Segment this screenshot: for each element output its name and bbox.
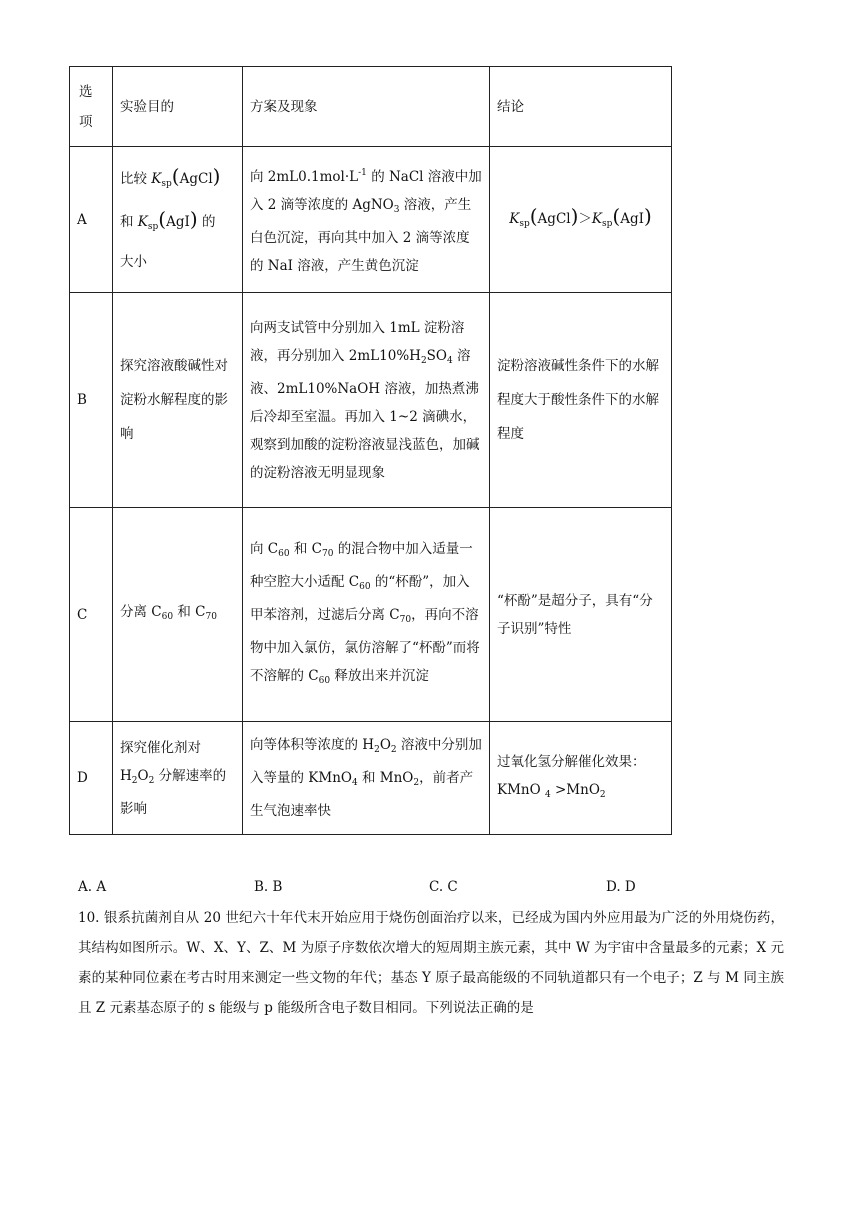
method-cell: 向 $C_{60}$ 和 $C_{70}$ 的混合物中加入适量一种空腔大小适配 $C_{60}$ 的“杯酚”，加入甲苯溶剂，过滤后分离 $C_{70}$，再向不溶物中加入氯仿，氯仿溶解了“杯酚”而将不溶解的 $C_{60}$ 释放出来并沉淀 [243, 508, 490, 722]
conclusion-cell: 过氧化氢分解催化效果： KMnO $_4$ >MnO$_2$ [490, 722, 672, 835]
purpose-cell: 分离 $C_{60}$ 和 $C_{70}$ [113, 508, 243, 722]
header-option: 选项 [70, 67, 113, 147]
question-10 [78, 903, 784, 1023]
method-cell: 向两支试管中分别加入 1mL 淀粉溶液，再分别加入 $2mL10\%H_2SO_4$ 溶液、2mL10%NaOH 溶液，加热煮沸后冷却至室温。再加入 1~2 滴碘水，观察到加酸的淀粉溶液显浅蓝色，加碱的淀粉溶液无明显现象 [243, 293, 490, 508]
conclusion-cell: “杯酚”是超分子，具有“分子识别”特性 [490, 508, 672, 722]
option-cell: D [70, 722, 113, 835]
header-purpose: 实验目的 [113, 67, 243, 147]
purpose-cell: 探究溶液酸碱性对淀粉水解程度的影响 [113, 293, 243, 508]
table-row [70, 293, 672, 508]
conclusion-cell: $K_{sp}(AgCl)>K_{sp}(AgI)$ [490, 147, 672, 293]
method-cell: 向 $2mL0.1mol\cdot L^{-1}$ 的 NaCl 溶液中加入 2 滴等浓度的 AgNO$_3$ 溶液，产生白色沉淀，再向其中加入 2 滴等浓度的 NaI 溶液，产生黄色沉淀 [243, 147, 490, 293]
choice-d[interactable]: D. D [606, 879, 636, 895]
choice-a[interactable]: A. A [78, 879, 107, 895]
option-cell: A [70, 147, 113, 293]
question-text: 银系抗菌剂自从 20 世纪六十年代末开始应用于烧伤创面治疗以来，已经成为国内外应用最为广泛的外用烧伤药，其结构如图所示。W、X、Y、Z、M 为原子序数依次增大的短周期主族元素，其中 W 为宇宙中含量最多的元素；X 元素的某种同位素在考古时用来测定一些文物的年代；基态 Y 原子最高能级的不同轨道都只有一个电子；Z 与 M 同主族且 Z 元素基态原子的 s 能级与 p 能级所含电子数目相同。下列说法正确的是 [78, 910, 784, 1016]
header-conclusion: 结论 [490, 67, 672, 147]
method-cell: 向等体积等浓度的 $H_2O_2$ 溶液中分别加入等量的 KMnO$_4$ 和 MnO$_2$，前者产生气泡速率快 [243, 722, 490, 835]
choice-c[interactable]: C. C [429, 879, 458, 895]
header-method: 方案及现象 [243, 67, 490, 147]
purpose-cell: 比较 $K_{sp}(AgCl)$ 和 $K_{sp}(AgI)$ 的 大小 [113, 147, 243, 293]
table-row [70, 147, 672, 293]
question-number: 10. [78, 910, 100, 926]
option-cell: C [70, 508, 113, 722]
answer-choices [78, 873, 778, 901]
table-header-row [70, 67, 672, 147]
experiment-table [69, 66, 672, 835]
purpose-cell: 探究催化剂对 $H_2O_2$ 分解速率的影响 [113, 722, 243, 835]
table-row [70, 508, 672, 722]
choice-b[interactable]: B. B [254, 879, 283, 895]
table-row [70, 722, 672, 835]
option-cell: B [70, 293, 113, 508]
conclusion-cell: 淀粉溶液碱性条件下的水解程度大于酸性条件下的水解程度 [490, 293, 672, 508]
